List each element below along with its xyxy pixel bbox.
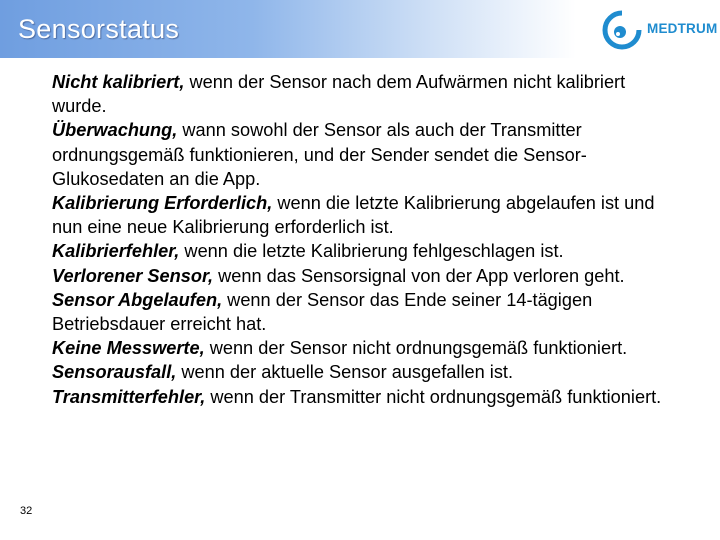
status-description: wenn der Sensor nach dem Aufwärmen nicht kalibriert wurde. <box>52 72 626 117</box>
page-number: 32 <box>20 505 33 517</box>
status-entry <box>52 360 672 384</box>
status-entry <box>52 385 672 409</box>
status-entry <box>52 288 672 336</box>
status-entry <box>52 264 672 288</box>
slide-header <box>0 0 720 58</box>
status-entry <box>52 118 672 191</box>
medtrum-logo <box>600 8 716 52</box>
status-entry <box>52 70 672 118</box>
status-term: Überwachung, <box>52 120 178 141</box>
status-entry <box>52 336 672 360</box>
status-description: wenn das Sensorsignal von der App verloren geht. <box>213 265 625 286</box>
status-term: Nicht kalibriert, <box>52 72 185 92</box>
status-entry <box>52 191 672 239</box>
status-term: Sensor Abgelaufen, <box>52 289 223 310</box>
status-term: Kalibrierfehler, <box>52 241 180 262</box>
status-description: wenn die letzte Kalibrierung fehlgeschlagen ist. <box>179 241 564 262</box>
status-description: wenn der Sensor das Ende seiner 14-tägigen Betriebsdauer erreicht hat. <box>52 289 593 335</box>
status-term: Sensorausfall, <box>52 362 177 383</box>
status-description: wenn der aktuelle Sensor ausgefallen ist. <box>176 362 514 383</box>
status-entry <box>52 239 672 263</box>
status-term: Keine Messwerte, <box>52 338 205 359</box>
status-description: wann sowohl der Sensor als auch der Transmitter ordnungsgemäß funktionieren, und der Sender sendet die Sensor-Glukosedaten an die App. <box>52 120 587 189</box>
status-description: wenn der Sensor nicht ordnungsgemäß funktioniert. <box>204 338 628 359</box>
slide-title: Sensorstatus <box>18 14 180 44</box>
logo-text: MEDTRUM <box>647 21 718 36</box>
status-term: Verlorener Sensor, <box>52 265 214 286</box>
status-list <box>52 70 672 409</box>
status-term: Kalibrierung Erforderlich, <box>52 193 273 214</box>
status-description: wenn die letzte Kalibrierung abgelaufen ist und nun eine neue Kalibrierung erforderlich ist. <box>52 193 655 238</box>
status-term: Transmitterfehler, <box>52 386 206 407</box>
medtrum-logo-icon <box>600 8 644 52</box>
status-description: wenn der Transmitter nicht ordnungsgemäß funktioniert. <box>205 386 662 407</box>
